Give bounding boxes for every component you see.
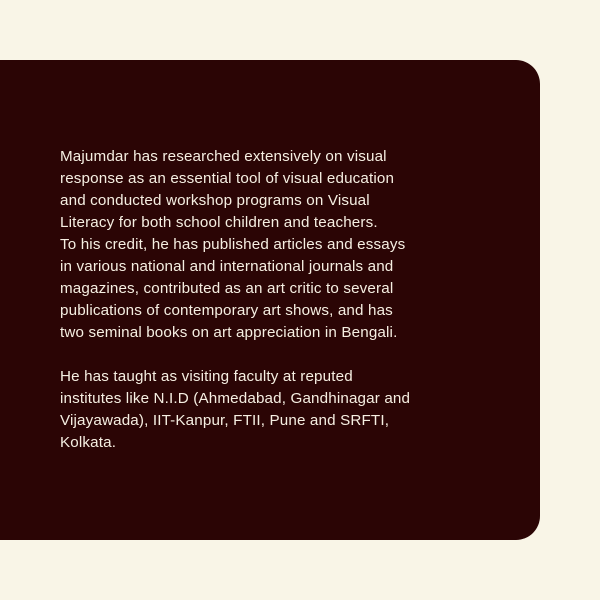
bio-line: publications of contemporary art shows, and has (60, 302, 393, 319)
bio-line: and conducted workshop programs on Visual (60, 192, 370, 209)
bio-line: in various national and international journals and (60, 258, 394, 275)
bio-line: Vijayawada), IIT-Kanpur, FTII, Pune and SRFTI, (60, 412, 390, 429)
bio-line: two seminal books on art appreciation in Bengali. (60, 324, 398, 341)
bio-line: Kolkata. (60, 434, 117, 451)
bio-line: He has taught as visiting faculty at reputed (60, 368, 353, 385)
bio-line: To his credit, he has published articles and essays (60, 236, 406, 253)
bio-paragraph-2 (60, 366, 500, 454)
bio-line: institutes like N.I.D (Ahmedabad, Gandhinagar and (60, 390, 411, 407)
bio-paragraph-1 (60, 146, 500, 344)
bio-line: Majumdar has researched extensively on visual (60, 148, 387, 165)
bio-line: magazines, contributed as an art critic to several (60, 280, 394, 297)
bio-line: Literacy for both school children and teachers. (60, 214, 378, 231)
bio-text (60, 146, 500, 454)
bio-line: response as an essential tool of visual education (60, 170, 395, 187)
